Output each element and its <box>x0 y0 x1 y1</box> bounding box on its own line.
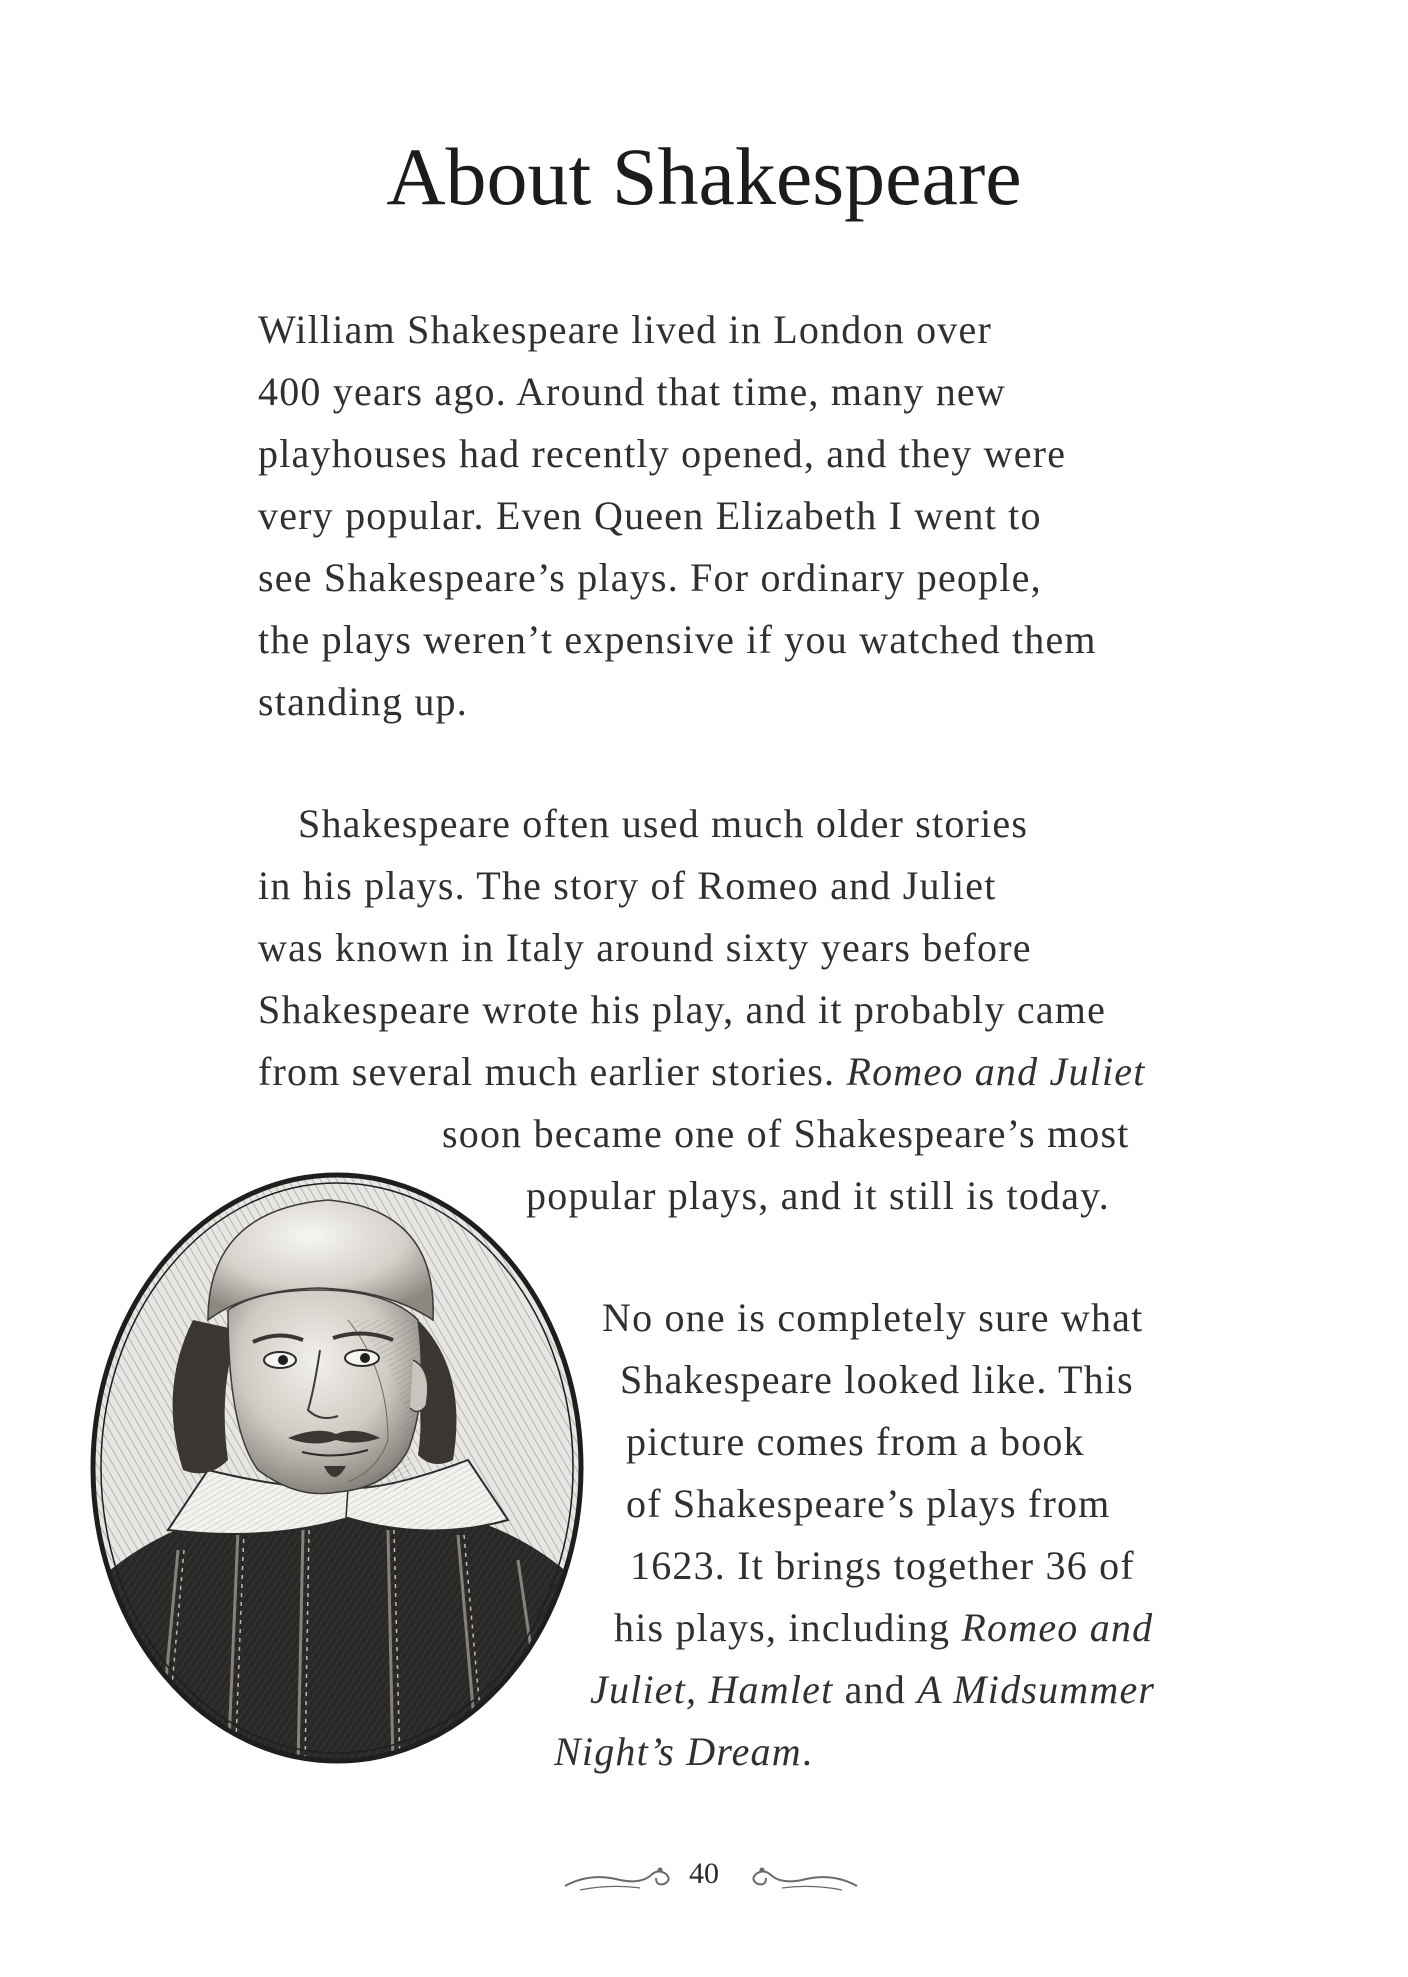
p2-line-1: Shakespeare often used much older stories <box>298 801 1029 846</box>
p3-line-4: of Shakespeare’s plays from <box>626 1481 1111 1526</box>
p2-line-5-title: Romeo and Juliet <box>846 1049 1146 1094</box>
p2-line-5-text: from several much earlier stories. <box>258 1049 836 1094</box>
p1-line-5: see Shakespeare’s plays. For ordinary people, <box>258 555 1042 600</box>
p3-line-7-text: and <box>844 1667 906 1712</box>
p3-line-6-title: Romeo and <box>961 1605 1154 1650</box>
p1-line-6: the plays weren’t expensive if you watched them <box>258 617 1097 662</box>
p3-line-1: No one is completely sure what <box>602 1295 1144 1340</box>
p3-line-8 <box>554 1729 814 1774</box>
p3-line-8-end: . <box>801 1729 814 1774</box>
flourish-left-icon <box>560 1858 680 1898</box>
p3-line-8-title: Night’s Dream <box>554 1729 802 1774</box>
page-number: 40 <box>689 1857 719 1890</box>
p2-line-6: soon became one of Shakespeare’s most <box>442 1111 1130 1156</box>
p3-line-5: 1623. It brings together 36 of <box>630 1543 1135 1588</box>
p2-line-2: in his plays. The story of Romeo and Juliet <box>258 863 997 908</box>
p3-line-6 <box>614 1605 1154 1650</box>
p3-line-7-title-a: Juliet, Hamlet <box>590 1667 834 1712</box>
p1-line-2: 400 years ago. Around that time, many new <box>258 369 1006 414</box>
shakespeare-portrait <box>88 1170 586 1766</box>
p3-line-6-text: his plays, including <box>614 1605 951 1650</box>
p1-line-3: playhouses had recently opened, and they were <box>258 431 1067 476</box>
p1-line-7: standing up. <box>258 679 468 724</box>
p1-line-1: William Shakespeare lived in London over <box>258 307 992 352</box>
p3-line-3: picture comes from a book <box>626 1419 1085 1464</box>
p3-line-7-title-b: A Midsummer <box>917 1667 1156 1712</box>
p3-line-7 <box>590 1667 1156 1712</box>
p2-line-3: was known in Italy around sixty years before <box>258 925 1032 970</box>
p2-line-5 <box>258 1049 1146 1094</box>
flourish-right-icon <box>742 1858 862 1898</box>
p2-line-7: popular plays, and it still is today. <box>526 1173 1110 1218</box>
p2-line-4: Shakespeare wrote his play, and it probably came <box>258 987 1107 1032</box>
page-title: About Shakespeare <box>386 131 1022 222</box>
p1-line-4: very popular. Even Queen Elizabeth I went to <box>258 493 1042 538</box>
p3-line-2: Shakespeare looked like. This <box>620 1357 1134 1402</box>
